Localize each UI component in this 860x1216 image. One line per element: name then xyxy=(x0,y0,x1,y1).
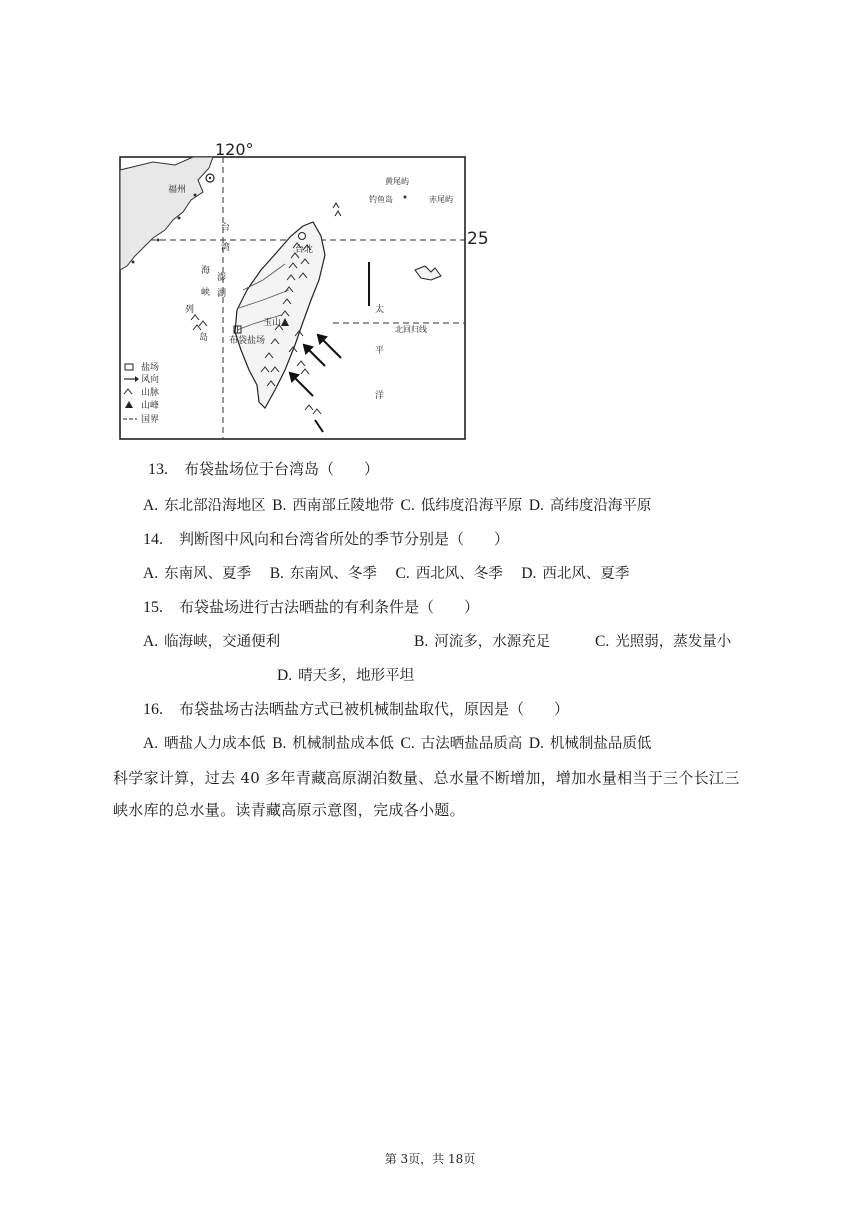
question-16: 16. 布袋盐场古法晒盐方式已被机械制盐取代，原因是（ ） xyxy=(143,700,570,718)
latitude-label: 25 xyxy=(467,229,489,249)
legend-label-mountain: 山脉 xyxy=(141,388,160,398)
question-15-option-c: C. 光照弱，蒸发量小 xyxy=(595,633,732,650)
diaoyudao-label: 钓鱼岛 xyxy=(369,195,393,204)
ocean-label-1: 太 xyxy=(375,305,385,315)
taiwan-map-figure xyxy=(113,140,493,445)
question-16-options: A. 晒盐人力成本低 B. 机械制盐成本低 C. 古法晒盐品质高 D. 机械制盐品质低 xyxy=(143,735,652,752)
question-number: 13. xyxy=(148,461,168,478)
yushan-label: 玉山 xyxy=(263,318,282,328)
svg-text:岛: 岛 xyxy=(199,333,209,343)
question-15-option-b: B. 河流多，水源充足 xyxy=(414,633,551,650)
longitude-label: 120° xyxy=(215,140,254,159)
question-15-option-a: A. 临海峡，交通便利 xyxy=(143,633,281,650)
huangweiyu-label: 黄尾屿 xyxy=(385,177,409,186)
svg-text:海: 海 xyxy=(201,266,211,276)
svg-text:澎: 澎 xyxy=(217,273,227,283)
svg-text:湖: 湖 xyxy=(217,289,227,299)
question-15-option-d: D. 晴天多，地形平坦 xyxy=(277,667,415,684)
svg-text:台: 台 xyxy=(221,223,231,233)
taibei-label: 台北 xyxy=(295,245,314,255)
svg-text:峡: 峡 xyxy=(201,288,211,298)
ocean-label-3: 洋 xyxy=(375,391,385,401)
legend-label-peak: 山峰 xyxy=(141,401,160,411)
question-15: 15. 布袋盐场进行古法晒盐的有利条件是（ ） xyxy=(143,598,480,616)
question-13 xyxy=(148,458,379,479)
budai-label: 布袋盐场 xyxy=(229,336,266,346)
tropic-label: 北回归线 xyxy=(395,325,427,334)
fuzhou-label: 福州 xyxy=(168,185,187,195)
chiweiyu-label: 赤尾屿 xyxy=(429,195,453,204)
taiwan-map xyxy=(113,140,493,445)
svg-text:湾: 湾 xyxy=(221,243,231,253)
question-stem: 布袋盐场位于台湾岛（ ） xyxy=(184,460,380,478)
legend-label-wind: 风向 xyxy=(141,375,160,385)
svg-text:列: 列 xyxy=(185,305,195,315)
page-footer: 第 3页，共 18页 xyxy=(384,1152,476,1166)
question-13-options: A. 东北部沿海地区 B. 西南部丘陵地带 C. 低纬度沿海平原 D. 高纬度沿海平原 xyxy=(143,497,652,514)
legend-label-salt: 盐场 xyxy=(141,363,160,373)
question-14-options: A. 东南风、夏季 B. 东南风、冬季 C. 西北风、冬季 D. 西北风、夏季 xyxy=(143,565,630,582)
legend-label-border: 国界 xyxy=(141,415,160,425)
reading-passage: 科学家计算，过去 40 多年青藏高原湖泊数量、总水量不断增加，增加水量相当于三个长江三峡水库的总水量。读青藏高原示意图，完成各小题。 xyxy=(113,769,740,819)
question-14: 14. 判断图中风向和台湾省所处的季节分别是（ ） xyxy=(143,530,510,548)
ocean-label-2: 平 xyxy=(375,346,385,356)
